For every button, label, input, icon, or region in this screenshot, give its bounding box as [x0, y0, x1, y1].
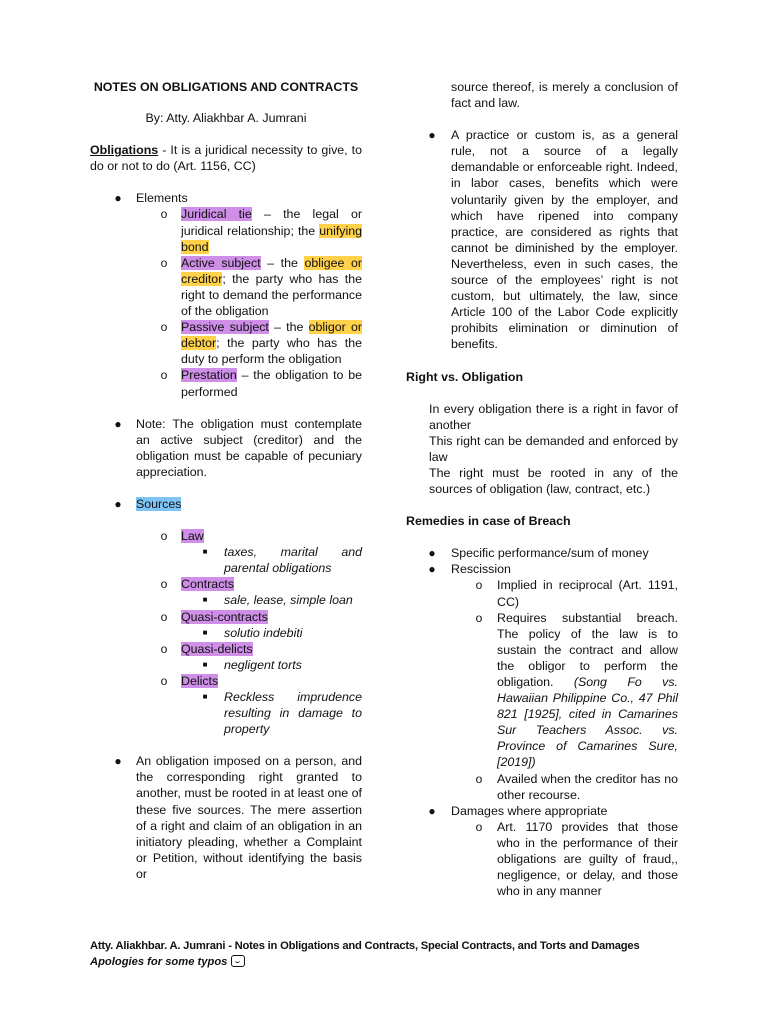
element-text: – the obligation to be performed [181, 368, 362, 399]
source-item [136, 673, 362, 737]
elements-list [90, 190, 362, 399]
source-name: Quasi-delicts [181, 641, 253, 656]
continued-text: source thereof, is merely a conclusion of fact and law. [451, 80, 678, 111]
source-name: Contracts [181, 577, 235, 592]
source-item [136, 576, 362, 608]
hollow-bullet-icon: o [475, 610, 483, 625]
sources-list [90, 496, 362, 737]
definition-term: Obligations [90, 143, 159, 158]
hollow-bullet-icon: o [160, 255, 168, 270]
remedy-item [406, 803, 678, 900]
element-term: Passive subject [181, 320, 269, 335]
rescission-text: Availed when the creditor has no other recourse. [497, 771, 678, 802]
hollow-bullet-icon: o [160, 673, 168, 688]
element-text: – the [268, 320, 309, 335]
bullet-icon: ● [428, 128, 436, 143]
right-vs-obligation-heading: Right vs. Obligation [406, 369, 524, 384]
source-name: Delicts [181, 673, 219, 688]
element-item [136, 255, 362, 319]
element-text: – the legal or juridical relationship; the [181, 207, 362, 238]
sources-sublist [136, 528, 362, 737]
case-citation: (Song Fo vs. Hawaiian Philippine Co., 47 Phil 821 [1925], cited in Camarines Sur Teachers Assoc. vs. Province of Camarines Sure, [2019]) [497, 675, 678, 770]
hollow-bullet-icon: o [475, 578, 483, 593]
bullet-icon: ● [428, 562, 436, 577]
remedy-text: Rescission [451, 562, 511, 577]
element-item [136, 319, 362, 367]
element-item [136, 206, 362, 254]
source-name: Law [181, 529, 204, 544]
source-example [181, 625, 362, 641]
square-bullet-icon: ■ [202, 692, 208, 701]
rvo-line: The right must be rooted in any of the sources of obligation (law, contract, etc.) [429, 465, 678, 497]
source-example-text: solutio indebiti [224, 625, 303, 640]
source-name: Quasi-contracts [181, 609, 268, 624]
rescission-text: Implied in reciprocal (Art. 1191, CC) [497, 578, 678, 609]
bullet-icon: ● [428, 546, 436, 561]
doc-title: NOTES ON OBLIGATIONS AND CONTRACTS [93, 80, 359, 94]
remedy-item [406, 561, 678, 802]
square-bullet-icon: ■ [202, 627, 208, 637]
hollow-bullet-icon: o [160, 207, 168, 222]
source-example-text: sale, lease, simple loan [224, 593, 353, 608]
element-term-highlight: unifying bond [181, 223, 362, 254]
bullet-icon: ● [114, 496, 122, 511]
right-column [406, 79, 678, 899]
source-example-text: Reckless imprudence resulting in damage to property [224, 690, 362, 737]
bullet-icon: ● [114, 416, 122, 431]
element-term-highlight: obligee or creditor [181, 255, 362, 286]
hollow-bullet-icon: o [160, 368, 168, 383]
hollow-bullet-icon: o [160, 529, 168, 544]
hollow-bullet-icon: o [160, 641, 168, 656]
footer-note-text: Apologies for some typos [90, 956, 228, 968]
source-example [181, 544, 362, 576]
definition-text: - It is a juridical necessity to give, to do or not to do (Art. 1156, CC) [90, 143, 362, 174]
source-example-text: negligent torts [224, 657, 302, 672]
rescission-subitem [451, 771, 678, 803]
sources-rule-text: An obligation imposed on a person, and the corresponding right granted to another, must be rooted in at least one of these five sources. The mere assertion of a right and claim of an obligation in an initiatory pleading, whether a Complaint or Petition, without identifying the basis or [136, 754, 362, 881]
page-footer [90, 938, 639, 970]
source-item [136, 641, 362, 673]
source-item [136, 609, 362, 641]
hollow-bullet-icon: o [160, 320, 168, 335]
remedies-heading: Remedies in case of Breach [406, 514, 571, 529]
element-term: Juridical tie [181, 207, 252, 222]
square-bullet-icon: ■ [202, 547, 208, 557]
bullet-icon: ● [428, 803, 436, 818]
bullet-icon: ● [114, 754, 122, 769]
source-example [181, 689, 362, 737]
rvo-line: This right can be demanded and enforced by law [429, 433, 678, 464]
custom-item [406, 127, 678, 352]
element-term: Active subject [181, 255, 261, 270]
damages-subitem [451, 819, 678, 899]
hollow-bullet-icon: o [475, 771, 483, 786]
note-item [90, 416, 362, 480]
element-item [136, 367, 362, 399]
rescission-subitem [451, 610, 678, 771]
remedy-item [406, 545, 678, 561]
element-text: ; the party who has the duty to perform the obligation [181, 336, 362, 367]
sources-label: Sources [136, 496, 182, 511]
hollow-bullet-icon: o [475, 819, 483, 834]
square-bullet-icon: ■ [202, 659, 208, 669]
source-example [181, 657, 362, 673]
source-example-text: taxes, marital and parental obligations [224, 545, 362, 576]
footer-attribution: Atty. Aliakhbar. A. Jumrani - Notes in Obligations and Contracts, Special Contracts, and Torts and Damages [90, 940, 640, 952]
rescission-text: Requires substantial breach. The policy of the law is to sustain the contract and allow the obligor to perform the obligation. [497, 610, 678, 689]
smile-face-icon [231, 955, 245, 967]
footer-note [90, 954, 639, 970]
rescission-subitem [451, 577, 678, 609]
element-term-highlight: obligor or debtor [181, 320, 363, 351]
sources-rule-item [90, 753, 362, 882]
remedy-text: Damages where appropriate [451, 803, 608, 818]
right-vs-obligation-text [406, 401, 678, 498]
hollow-bullet-icon: o [160, 577, 168, 592]
remedies-list [406, 545, 678, 899]
custom-text: A practice or custom is, as a general rule, not a source of a legally demandable or enforceable right. Indeed, in labor cases, benefits which were voluntarily given by the employer, and which have ripened into company practice, are considered as rights that cannot be diminished by the employer. Nevertheless, even in such cases, the source of the employees’ right is not custom, but ultimately, the law, since Article 100 of the Labor Code explicitly prohibits elimination or diminution of benefits. [451, 128, 678, 352]
remedy-text: Specific performance/sum of money [451, 546, 649, 561]
source-example [181, 592, 362, 608]
element-term: Prestation [181, 368, 237, 383]
hollow-bullet-icon: o [160, 609, 168, 624]
damages-text: Art. 1170 provides that those who in the performance of their obligations are guilty of fraud,, negligence, or delay, and those who in any manner [497, 819, 678, 899]
note-text: Note: The obligation must contemplate an active subject (creditor) and the obligation must be capable of pecuniary appreciation. [136, 416, 362, 479]
square-bullet-icon: ■ [202, 595, 208, 605]
obligations-definition [90, 142, 362, 174]
bullet-icon: ● [114, 191, 122, 206]
byline: By: Atty. Aliakhbar A. Jumrani [145, 111, 307, 126]
rvo-line: In every obligation there is a right in favor of another [429, 401, 678, 432]
source-item [136, 528, 362, 576]
element-text: ; the party who has the right to demand the performance of the obligation [181, 271, 362, 319]
elements-label: Elements [136, 191, 188, 206]
left-column [90, 79, 362, 882]
element-text: – the [260, 255, 305, 270]
